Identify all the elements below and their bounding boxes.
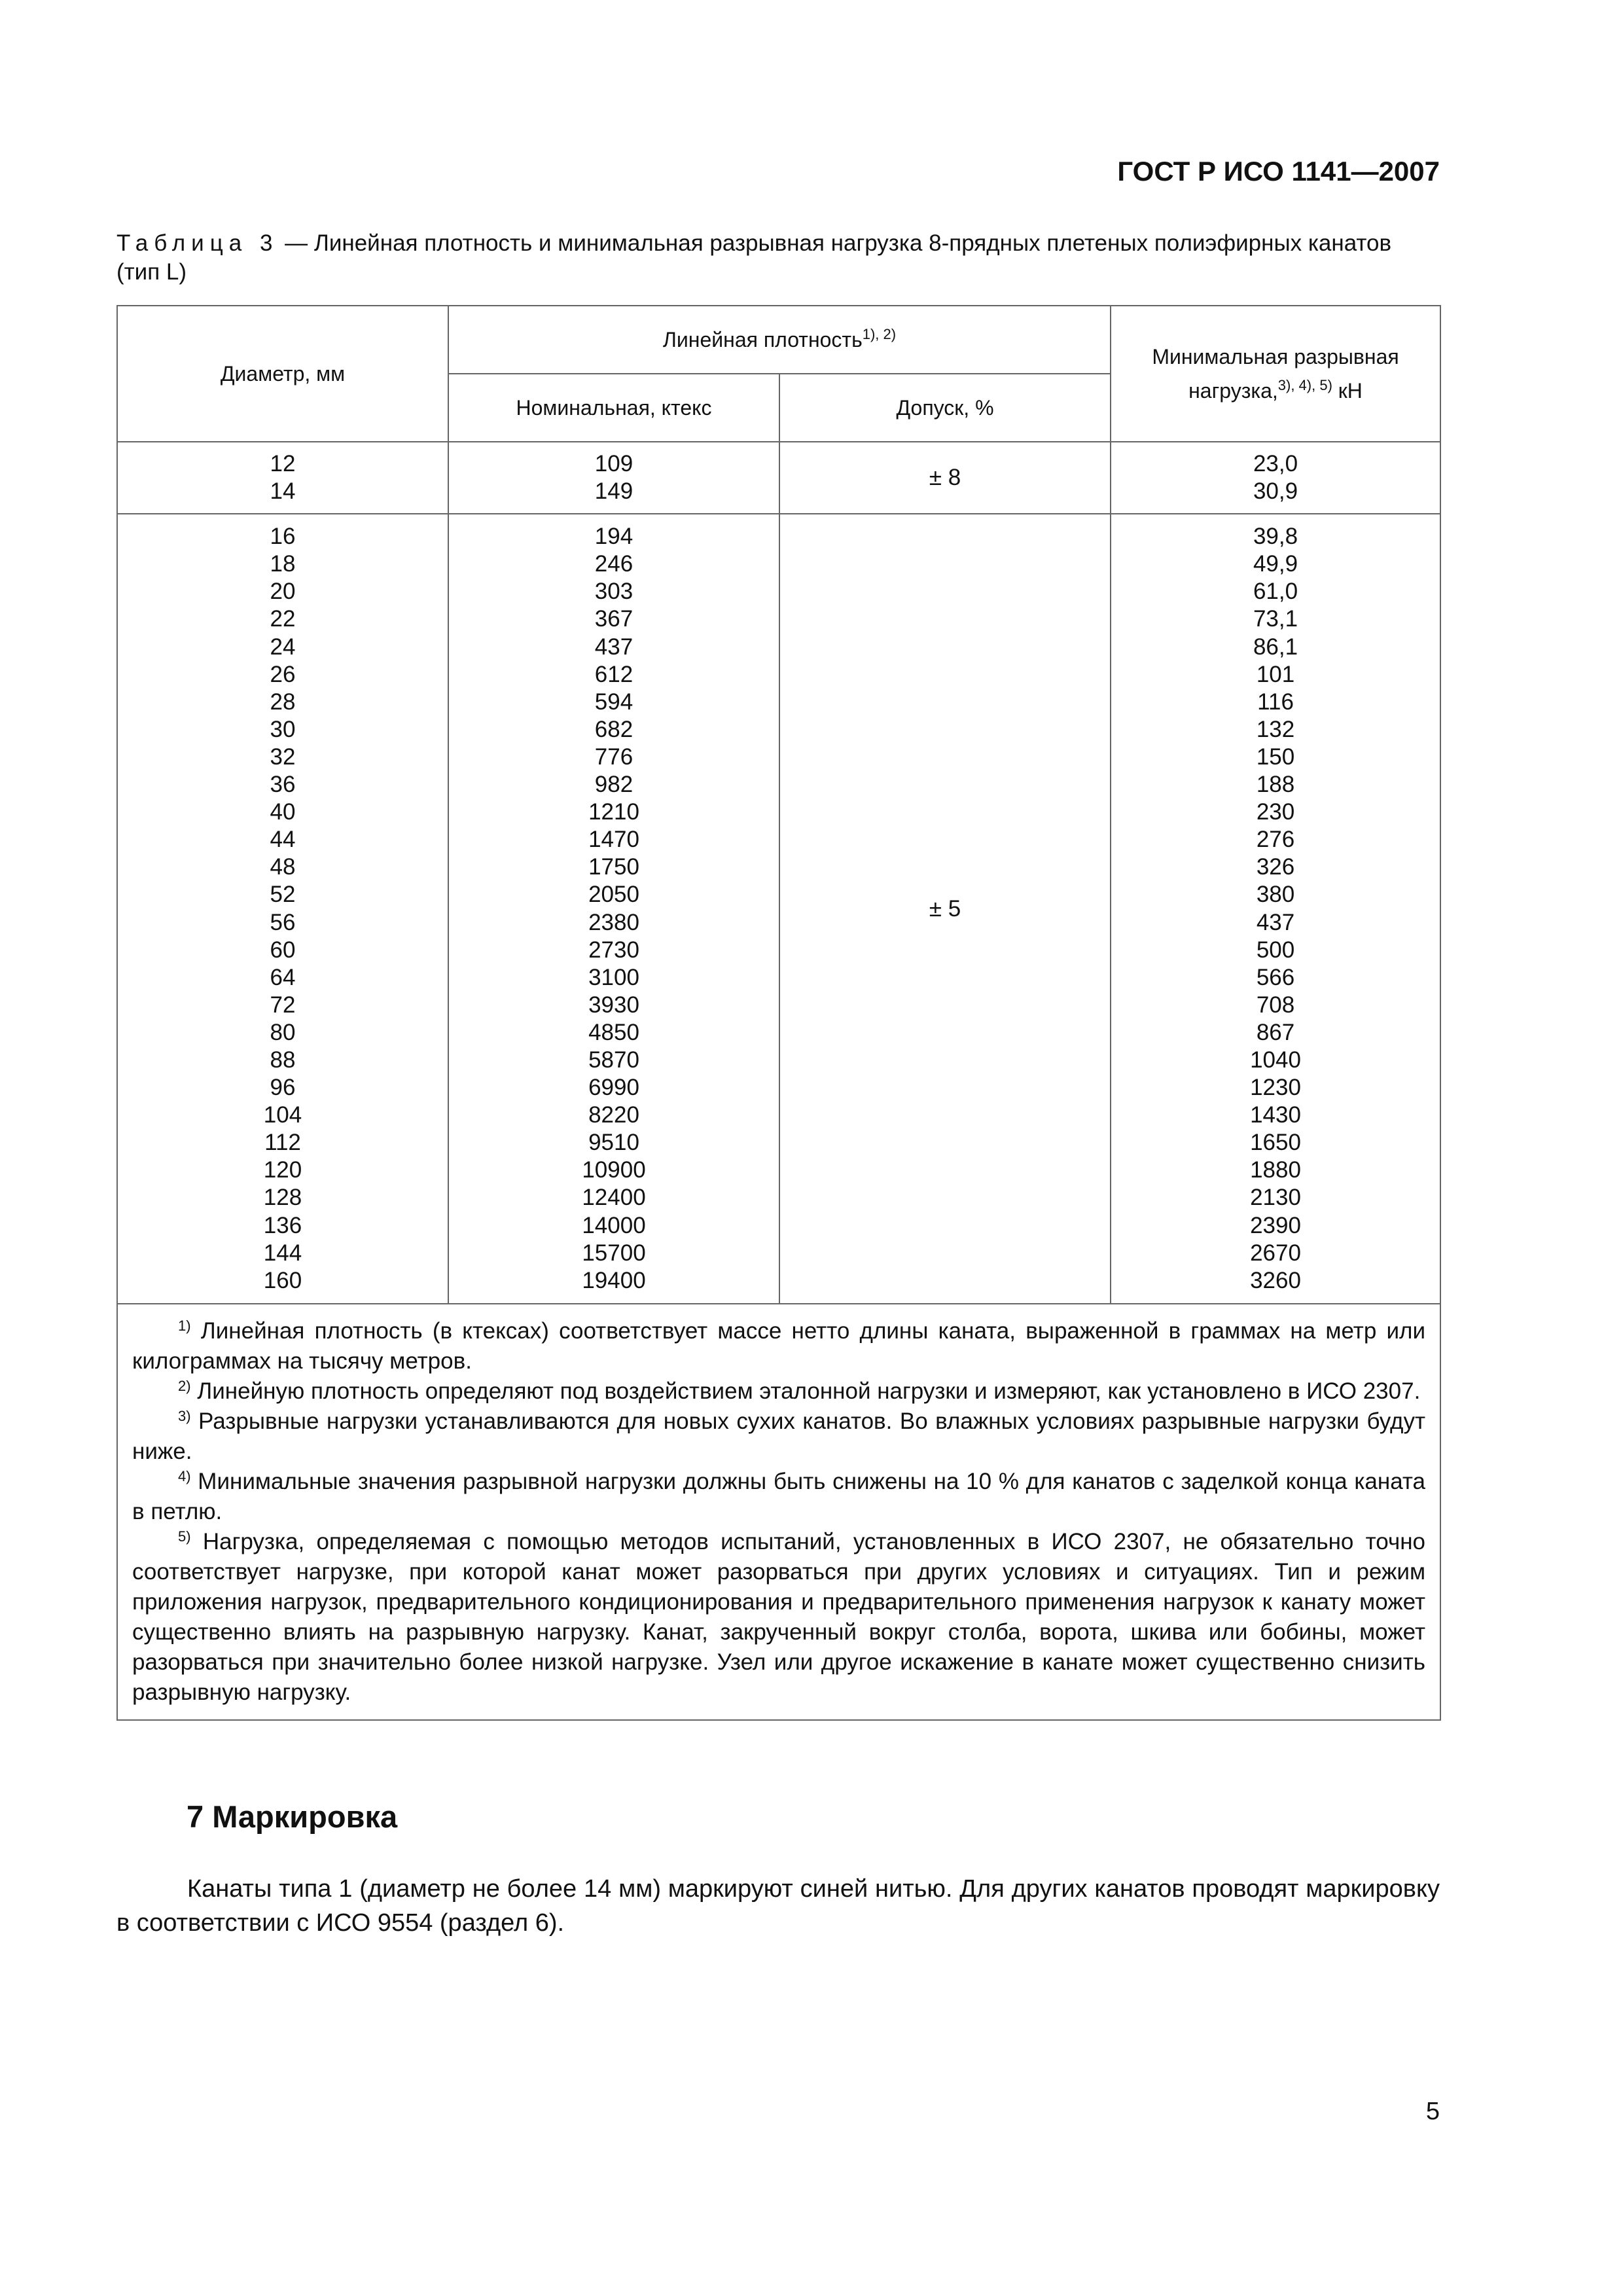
table-row-group-1	[117, 442, 1440, 514]
tolerance-group-1: ± 8	[779, 442, 1111, 514]
note-text: Нагрузка, определяемая с помощью методов испытаний, установленных в ИСО 2307, не обязательно точно соответствует нагрузке, при которой канат может разорваться при других условиях и ситуациях. Тип и режим приложения нагрузок, предварительного кондиционирования и предварительного применения нагрузок к канату может существенно влиять на разрывную нагрузку. Канат, закрученный вокруг столба, ворота, шкива или бобины, может разорваться при значительно более низкой нагрузке. Узел или другое искажение в канате может существенно снизить разрывную нагрузку.	[132, 1528, 1426, 1705]
note-text: Линейную плотность определяют под воздействием эталонной нагрузки и измеряют, как установлено в ИСО 2307.	[190, 1378, 1421, 1404]
table-cell-value: 44	[270, 827, 296, 853]
table-note	[132, 1467, 1425, 1527]
table-cell-value: 150	[1256, 744, 1295, 770]
table-cell-value: 64	[270, 964, 296, 990]
min-load-list-group-2	[1111, 514, 1440, 1304]
table-cell-value: 2380	[588, 909, 639, 935]
table-cell-value: 136	[263, 1212, 302, 1238]
table-cell-value: 303	[594, 579, 633, 605]
table-cell-value: 48	[270, 854, 296, 880]
table-cell-value: 1040	[1250, 1047, 1301, 1073]
table-cell-value: 20	[270, 579, 296, 605]
note-mark: 4)	[178, 1467, 191, 1484]
table-cell-value: 14	[270, 478, 296, 505]
table-cell-value: 4850	[588, 1019, 639, 1045]
note-text: Минимальные значения разрывной нагрузки должны быть снижены на 10 % для канатов с заделкой конца каната в петлю.	[132, 1468, 1426, 1524]
table-cell-value: 39,8	[1253, 524, 1298, 550]
table-cell-value: 120	[263, 1157, 302, 1183]
diameter-list-group-1	[117, 442, 448, 514]
table-cell-value: 2730	[588, 937, 639, 963]
table-cell-value: 1210	[588, 799, 639, 825]
table-cell-value: 230	[1256, 799, 1295, 825]
header-diameter: Диаметр, мм	[117, 306, 448, 442]
note-mark: 5)	[178, 1528, 191, 1545]
table-cell-value: 26	[270, 661, 296, 687]
table-cell-value: 5870	[588, 1047, 639, 1073]
table-cell-value: 594	[594, 689, 633, 715]
table-cell-value: 49,9	[1253, 551, 1298, 577]
table-cell-value: 194	[594, 524, 633, 550]
table-cell-value: 708	[1256, 992, 1295, 1018]
table-cell-value: 86,1	[1253, 634, 1298, 660]
header-linear-density-footnote: 1), 2)	[862, 325, 897, 342]
table-note	[132, 1316, 1425, 1376]
table-cell-value: 982	[594, 772, 633, 798]
table-notes-row	[117, 1304, 1440, 1720]
table-cell-value: 73,1	[1253, 606, 1298, 632]
table-cell-value: 682	[594, 716, 633, 742]
table-cell-value: 22	[270, 606, 296, 632]
table-cell-value: 24	[270, 634, 296, 660]
table-cell-value: 6990	[588, 1075, 639, 1101]
table-cell-value: 56	[270, 909, 296, 935]
table-cell-value: 566	[1256, 964, 1295, 990]
nominal-list-group-2	[448, 514, 779, 1304]
table-cell-value: 1230	[1250, 1075, 1301, 1101]
min-load-list-group-1	[1111, 442, 1440, 514]
table-cell-value: 2130	[1250, 1185, 1301, 1211]
note-mark: 2)	[178, 1377, 191, 1394]
table-cell-value: 1650	[1250, 1130, 1301, 1156]
note-text: Разрывные нагрузки устанавливаются для новых сухих канатов. Во влажных условиях разрывные нагрузки будут ниже.	[132, 1408, 1426, 1464]
table-caption	[116, 229, 1440, 287]
table-cell-value: 1470	[588, 827, 639, 853]
table-cell-value: 1880	[1250, 1157, 1301, 1183]
table-cell-value: 1750	[588, 854, 639, 880]
table-cell-value: 128	[263, 1185, 302, 1211]
table-caption-label: Таблица 3	[116, 230, 279, 256]
header-min-breaking-load	[1111, 306, 1440, 442]
table-cell-value: 19400	[582, 1267, 646, 1293]
header-min-load-footnote: 3), 4), 5)	[1277, 376, 1332, 393]
rope-properties-table	[116, 305, 1441, 1721]
table-cell-value: 188	[1256, 772, 1295, 798]
table-row-group-2	[117, 514, 1440, 1304]
table-cell-value: 116	[1257, 689, 1294, 715]
table-cell-value: 52	[270, 882, 296, 908]
table-cell-value: 80	[270, 1019, 296, 1045]
tolerance-group-2: ± 5	[779, 514, 1111, 1304]
table-cell-value: 612	[594, 661, 633, 687]
table-cell-value: 326	[1256, 854, 1295, 880]
header-nominal: Номинальная, ктекс	[448, 374, 779, 442]
table-cell-value: 149	[594, 478, 633, 505]
table-cell-value: 867	[1256, 1019, 1295, 1045]
table-cell-value: 144	[263, 1240, 302, 1266]
table-cell-value: 104	[263, 1102, 302, 1128]
table-cell-value: 16	[270, 524, 296, 550]
table-cell-value: 23,0	[1253, 451, 1298, 476]
note-text: Линейная плотность (в ктексах) соответствует массе нетто длины каната, выраженной в граммах на метр или килограммах на тысячу метров.	[132, 1318, 1426, 1374]
header-min-load-unit: кН	[1332, 379, 1363, 403]
table-cell-value: 12	[270, 451, 296, 476]
table-cell-value: 32	[270, 744, 296, 770]
table-cell-value: 2670	[1250, 1240, 1301, 1266]
table-cell-value: 112	[264, 1130, 301, 1156]
table-cell-value: 101	[1256, 661, 1295, 687]
table-cell-value: 160	[263, 1267, 302, 1293]
table-cell-value: 132	[1256, 716, 1295, 742]
nominal-list-group-1	[448, 442, 779, 514]
table-cell-value: 9510	[588, 1130, 639, 1156]
section-paragraph: Канаты типа 1 (диаметр не более 14 мм) маркируют синей нитью. Для других канатов проводят маркировку в соответствии с ИСО 9554 (раздел 6).	[116, 1875, 1440, 1937]
note-mark: 3)	[178, 1407, 191, 1424]
table-notes	[117, 1304, 1440, 1720]
table-note	[132, 1527, 1425, 1708]
table-caption-text: — Линейная плотность и минимальная разрывная нагрузка 8-прядных плетеных полиэфирных канатов (тип L)	[116, 230, 1392, 285]
header-linear-density-label: Линейная плотность	[662, 327, 863, 351]
table-cell-value: 2050	[588, 882, 639, 908]
page-number: 5	[1425, 2098, 1440, 2125]
table-cell-value: 96	[270, 1075, 296, 1101]
section-title: 7 Маркировка	[187, 1799, 398, 1834]
table-cell-value: 3100	[588, 964, 639, 990]
table-cell-value: 500	[1256, 937, 1295, 963]
table-note	[132, 1376, 1425, 1407]
table-cell-value: 437	[594, 634, 633, 660]
table-cell-value: 18	[270, 551, 296, 577]
header-linear-density	[448, 306, 1111, 374]
table-cell-value: 60	[270, 937, 296, 963]
table-cell-value: 3260	[1250, 1267, 1301, 1293]
table-cell-value: 367	[594, 606, 633, 632]
table-cell-value: 246	[594, 551, 633, 577]
table-cell-value: 109	[594, 451, 633, 476]
table-cell-value: 437	[1256, 909, 1295, 935]
table-cell-value: 28	[270, 689, 296, 715]
table-cell-value: 88	[270, 1047, 296, 1073]
table-cell-value: 3930	[588, 992, 639, 1018]
table-cell-value: 380	[1256, 882, 1295, 908]
header-min-load-line1: Минимальная разрывная	[1152, 345, 1399, 368]
table-cell-value: 30	[270, 716, 296, 742]
table-cell-value: 30,9	[1253, 478, 1298, 505]
header-tolerance: Допуск, %	[779, 374, 1111, 442]
diameter-list-group-2	[117, 514, 448, 1304]
table-cell-value: 1430	[1250, 1102, 1301, 1128]
table-cell-value: 36	[270, 772, 296, 798]
table-note	[132, 1407, 1425, 1467]
table-cell-value: 2390	[1250, 1212, 1301, 1238]
table-cell-value: 8220	[588, 1102, 639, 1128]
table-cell-value: 40	[270, 799, 296, 825]
note-mark: 1)	[178, 1317, 191, 1334]
document-code: ГОСТ Р ИСО 1141—2007	[1117, 156, 1440, 187]
table-cell-value: 10900	[582, 1157, 646, 1183]
table-cell-value: 12400	[582, 1185, 646, 1211]
table-cell-value: 72	[270, 992, 296, 1018]
table-cell-value: 776	[594, 744, 633, 770]
table-cell-value: 14000	[582, 1212, 646, 1238]
table-cell-value: 61,0	[1253, 579, 1298, 605]
table-cell-value: 276	[1256, 827, 1295, 853]
header-min-load-line2: нагрузка,	[1188, 379, 1278, 403]
table-cell-value: 15700	[582, 1240, 646, 1266]
